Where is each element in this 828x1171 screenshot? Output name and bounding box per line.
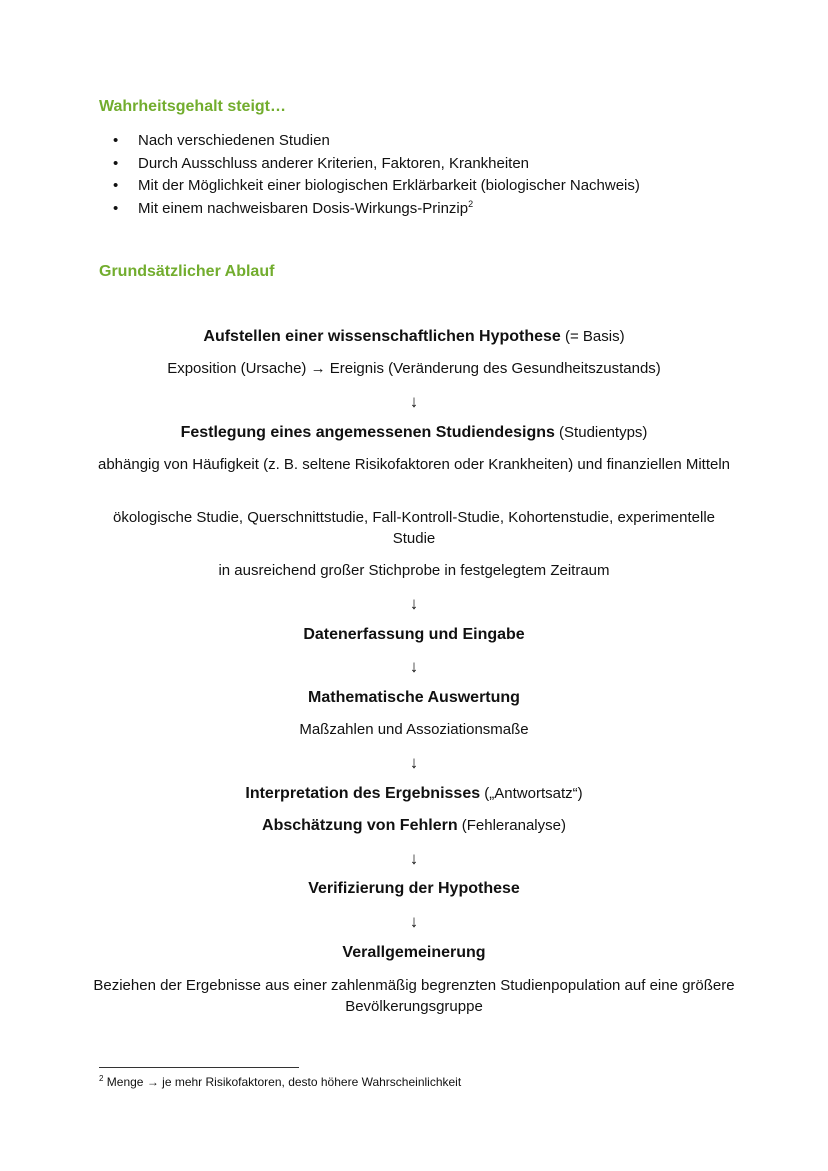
arrow-down-icon: ↓	[409, 753, 419, 772]
bullet-icon: •	[113, 199, 119, 217]
step-data: Datenerfassung und Eingabe	[303, 626, 525, 643]
bullet-icon: •	[113, 154, 119, 172]
list-item: • Nach verschiedenen Studien	[110, 130, 640, 153]
list-item: • Mit einem nachweisbaren Dosis-Wirkungs-Prinzip$^2$	[110, 198, 640, 221]
step-error-estimation: Abschätzung von Fehlern (Fehleranalyse)	[262, 817, 566, 834]
step-verification: Verifizierung der Hypothese	[308, 880, 520, 897]
footnote: $^2$ Menge → je mehr Risikofaktoren, desto höhere Wahrscheinlichkeit	[99, 1074, 462, 1089]
heading-process: Grundsätzlicher Ablauf	[99, 263, 275, 280]
heading-truth: Wahrheitsgehalt steigt…	[99, 98, 286, 115]
truth-list	[110, 130, 640, 220]
step-interpretation: Interpretation des Ergebnisses („Antwortsatz“)	[245, 785, 583, 802]
arrow-down-icon: ↓	[409, 594, 419, 613]
footnote-divider	[99, 1067, 299, 1068]
step-generalization-sub: Beziehen der Ergebnisse aus einer zahlenmäßig begrenzten Studienpopulation auf eine größere Bevölkerungsgruppe	[93, 977, 735, 1015]
list-item: • Mit der Möglichkeit einer biologischen Erklärbarkeit (biologischer Nachweis)	[110, 175, 640, 198]
bullet-icon: •	[113, 177, 119, 194]
step-design-sub2: ökologische Studie, Querschnittstudie, Fall-Kontroll-Studie, Kohortenstudie, experimentelle Studie	[113, 509, 715, 547]
step-design-sub3: in ausreichend großer Stichprobe in festgelegtem Zeitraum	[218, 562, 610, 579]
list-item: • Durch Ausschluss anderer Kriterien, Faktoren, Krankheiten	[110, 153, 640, 176]
arrow-down-icon: ↓	[409, 392, 419, 411]
step-hypothesis: Aufstellen einer wissenschaftlichen Hypothese (= Basis)	[203, 328, 625, 345]
arrow-down-icon: ↓	[409, 657, 419, 676]
step-generalization: Verallgemeinerung	[342, 944, 486, 961]
bullet-icon: •	[113, 132, 119, 149]
step-math: Mathematische Auswertung	[308, 689, 520, 706]
step-hypothesis-sub: Exposition (Ursache) → Ereignis (Veränderung des Gesundheitszustands)	[167, 360, 661, 377]
step-math-sub: Maßzahlen und Assoziationsmaße	[299, 721, 529, 738]
step-design-sub1: abhängig von Häufigkeit (z. B. seltene Risikofaktoren oder Krankheiten) und finanziellen Mitteln	[97, 456, 731, 473]
footnote-ref: 2	[468, 198, 474, 209]
arrow-down-icon: ↓	[409, 849, 419, 868]
step-design: Festlegung eines angemessenen Studiendesigns (Studientyps)	[180, 424, 648, 441]
arrow-down-icon: ↓	[409, 912, 419, 931]
